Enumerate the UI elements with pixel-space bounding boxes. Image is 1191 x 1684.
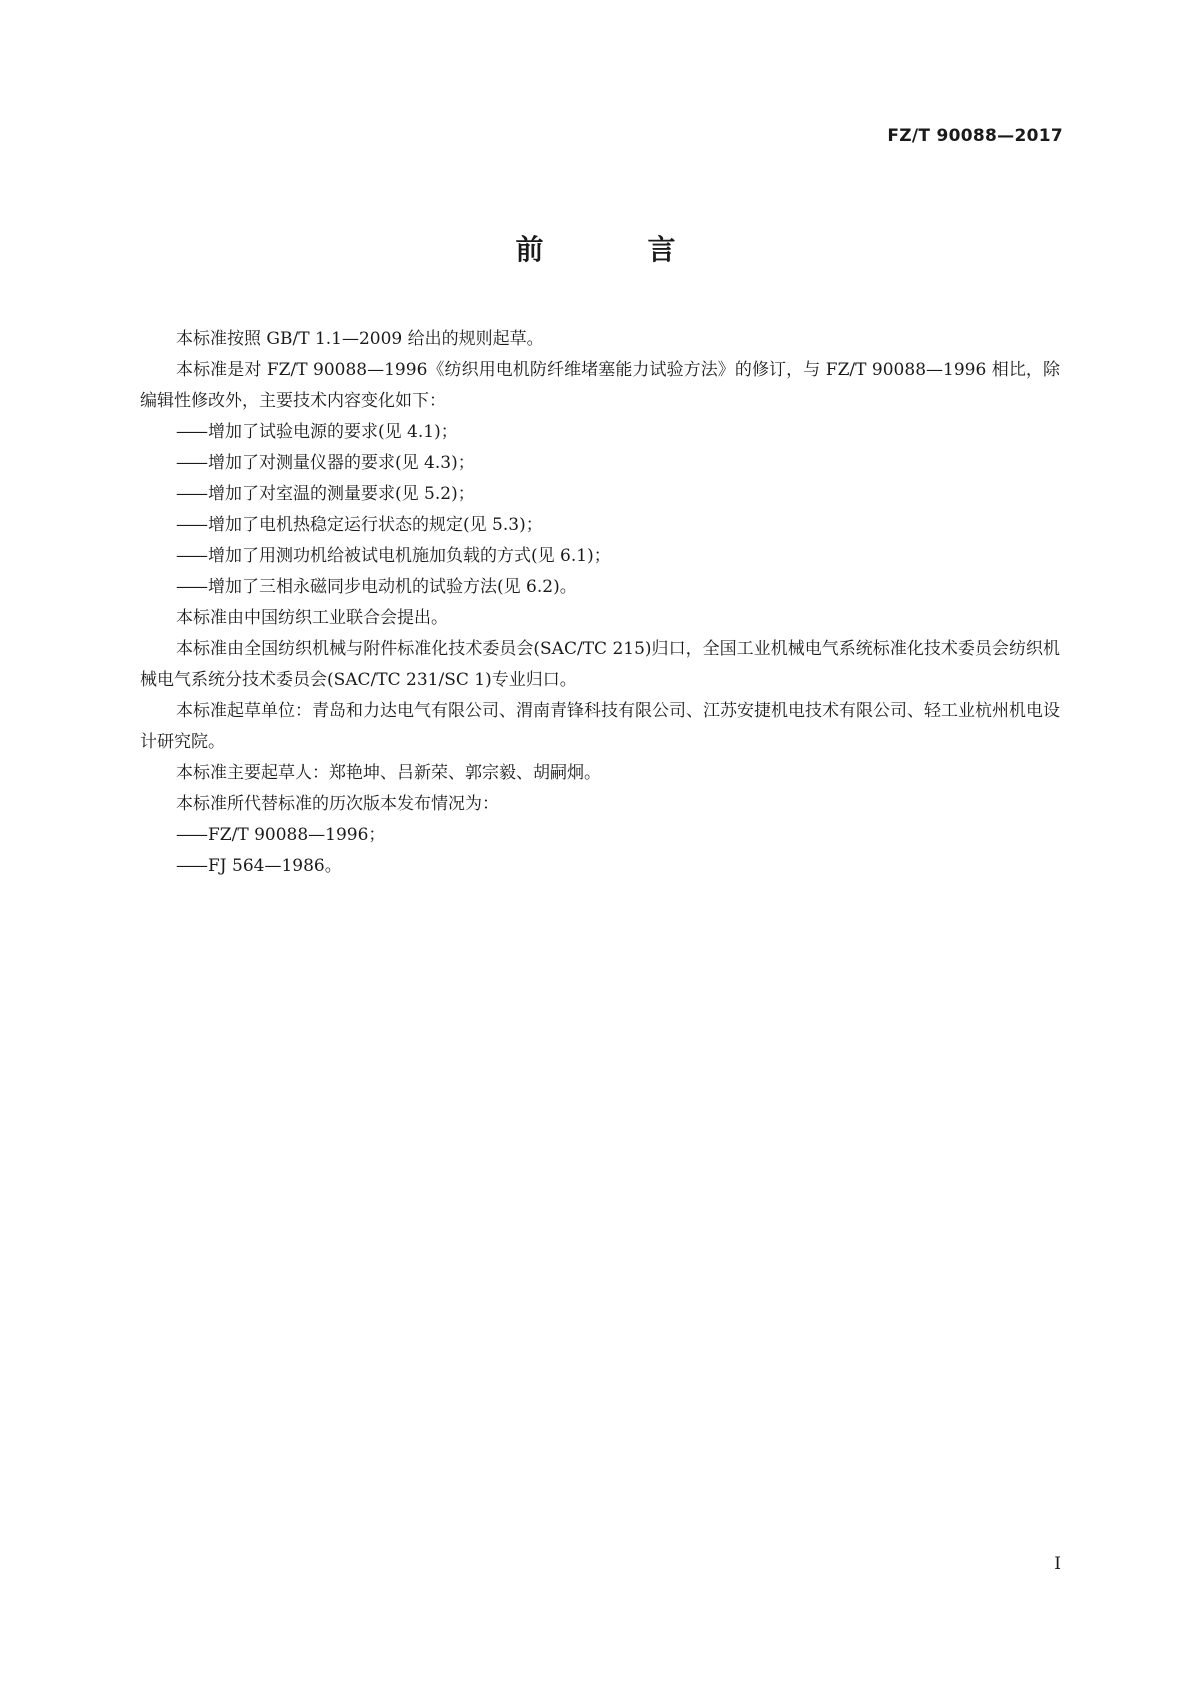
standard-code: FZ/T 90088—2017 <box>887 126 1063 146</box>
paragraph-revision-summary: 本标准是对 FZ/T 90088—1996《纺织用电机防纤维堵塞能力试验方法》的修订，与 FZ/T 90088—1996 相比，除编辑性修改外，主要技术内容变化如下： <box>140 360 1060 411</box>
list-dash: —— <box>176 422 206 442</box>
list-dash: —— <box>176 577 206 597</box>
list-dash: —— <box>176 825 206 845</box>
history-item <box>140 820 1060 851</box>
paragraph-proposer: 本标准由中国纺织工业联合会提出。 <box>176 608 448 628</box>
page-title: 前 言 <box>515 233 714 266</box>
list-item-text: 增加了对室温的测量要求(见 5.2)； <box>208 484 475 504</box>
list-item <box>140 541 1060 572</box>
list-item <box>140 417 1060 448</box>
history-item-text: FZ/T 90088—1996； <box>208 825 386 845</box>
list-item-text: 增加了三相永磁同步电动机的试验方法(见 6.2)。 <box>208 577 577 597</box>
paragraph-jurisdiction: 本标准由全国纺织机械与附件标准化技术委员会(SAC/TC 215)归口，全国工业机械电气系统标准化技术委员会纺织机械电气系统分技术委员会(SAC/TC 231/SC 1)专业归口。 <box>140 639 1060 690</box>
list-item-text: 增加了对测量仪器的要求(见 4.3)； <box>208 453 475 473</box>
list-item <box>140 479 1060 510</box>
list-item <box>140 510 1060 541</box>
list-dash: —— <box>176 515 206 535</box>
page-number: I <box>1054 1554 1061 1574</box>
paragraph-drafters: 本标准主要起草人：郑艳坤、吕新荣、郭宗毅、胡嗣炯。 <box>176 763 601 783</box>
history-item-text: FJ 564—1986。 <box>208 856 342 876</box>
list-item-text: 增加了电机热稳定运行状态的规定(见 5.3)； <box>208 515 543 535</box>
list-dash: —— <box>176 546 206 566</box>
list-dash: —— <box>176 484 206 504</box>
list-dash: —— <box>176 856 206 876</box>
paragraph-drafting-rules: 本标准按照 GB/T 1.1—2009 给出的规则起草。 <box>176 329 544 349</box>
paragraph-history-intro: 本标准所代替标准的历次版本发布情况为： <box>176 794 499 814</box>
paragraph-drafting-units: 本标准起草单位：青岛和力达电气有限公司、渭南青锋科技有限公司、江苏安捷机电技术有限公司、轻工业杭州机电设计研究院。 <box>140 701 1060 752</box>
history-item <box>140 851 1060 882</box>
list-dash: —— <box>176 453 206 473</box>
list-item-text: 增加了试验电源的要求(见 4.1)； <box>208 422 458 442</box>
list-item <box>140 572 1060 603</box>
foreword-body <box>140 324 1060 882</box>
list-item-text: 增加了用测功机给被试电机施加负载的方式(见 6.1)； <box>208 546 611 566</box>
list-item <box>140 448 1060 479</box>
